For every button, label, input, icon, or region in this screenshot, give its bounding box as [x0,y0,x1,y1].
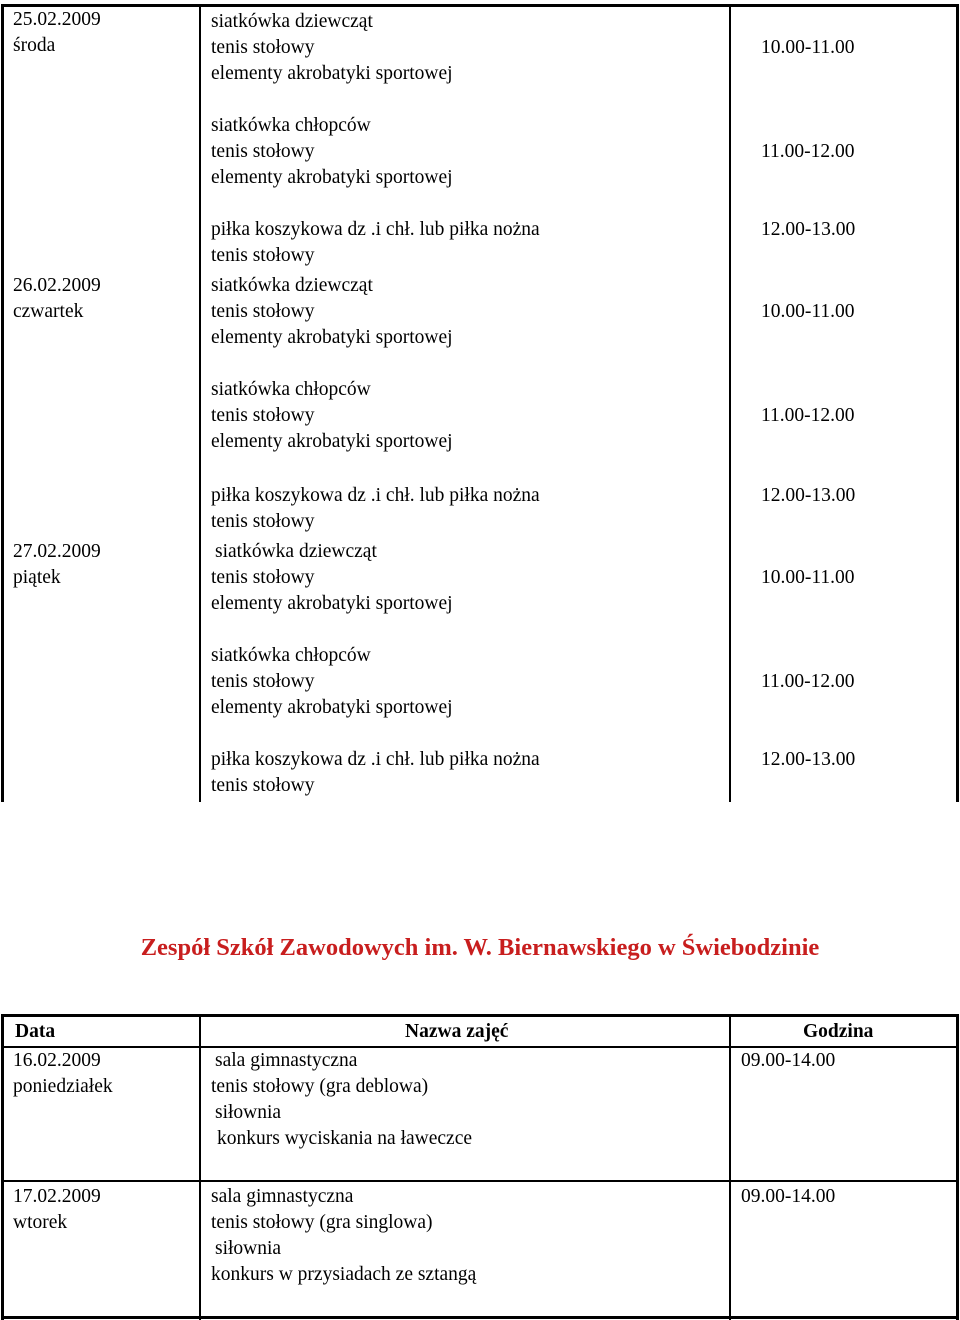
activity-line: elementy akrobatyki sportowej [211,697,453,718]
activity-line: tenis stołowy [211,37,315,58]
activity-line: tenis stołowy [211,245,315,266]
table1-right-border [956,4,959,802]
table1-top-border [1,4,959,7]
activity-line: tenis stołowy [211,567,315,588]
activity-line: siatkówka dziewcząt [215,541,377,562]
column-header-time: Godzina [803,1021,874,1042]
activity-line: konkurs w przysiadach ze sztangą [211,1264,477,1285]
activity-line: elementy akrobatyki sportowej [211,327,453,348]
table2-col-divider-1 [199,1014,201,1320]
time-slot: 12.00-13.00 [761,749,856,770]
time-slot: 12.00-13.00 [761,485,856,506]
activity-line: siatkówka dziewcząt [211,275,373,296]
activity-line: tenis stołowy [211,671,315,692]
activity-line: siłownia [215,1238,282,1259]
table2-left-border [1,1014,4,1320]
activity-line: tenis stołowy [211,775,315,796]
time-slot: 11.00-12.00 [761,141,855,162]
activity-line: elementy akrobatyki sportowej [211,593,453,614]
time-slot: 10.00-11.00 [761,301,855,322]
time-slot: 10.00-11.00 [761,37,855,58]
table1-col-divider-1 [199,4,201,802]
table2-right-border [956,1014,959,1320]
table2-bottom-border [1,1316,959,1319]
activity-line: siatkówka chłopców [211,379,371,400]
activity-line: tenis stołowy [211,405,315,426]
activity-line: siatkówka chłopców [211,645,371,666]
column-header-date: Data [15,1021,56,1042]
activity-line: elementy akrobatyki sportowej [211,167,453,188]
activity-line: elementy akrobatyki sportowej [211,431,453,452]
activity-line: tenis stołowy (gra deblowa) [211,1076,429,1097]
activity-line: siłownia [215,1102,282,1123]
activity-line: piłka koszykowa dz .i chł. lub piłka nożna [211,219,540,240]
activity-line: konkurs wyciskania na ławeczce [217,1128,473,1149]
table1-left-border [1,4,4,802]
day1-weekday: środa [13,35,56,56]
day3-date: 27.02.2009 [13,541,101,562]
day2-date: 26.02.2009 [13,275,101,296]
column-header-name: Nazwa zajęć [405,1021,509,1042]
activity-line: piłka koszykowa dz .i chł. lub piłka nożna [211,485,540,506]
time-slot: 11.00-12.00 [761,671,855,692]
day2-weekday: czwartek [13,301,84,322]
school-title: Zespół Szkół Zawodowych im. W. Biernawskiego w Świebodzinie [140,934,820,961]
activity-line: piłka koszykowa dz .i chł. lub piłka nożna [211,749,540,770]
table2-col-divider-2 [729,1014,731,1320]
activity-line: sala gimnastyczna [215,1050,358,1071]
activity-line: elementy akrobatyki sportowej [211,63,453,84]
row2-weekday: wtorek [13,1212,68,1233]
activity-line: tenis stołowy (gra singlowa) [211,1212,433,1233]
day1-date: 25.02.2009 [13,9,101,30]
activity-line: tenis stołowy [211,301,315,322]
table1-col-divider-2 [729,4,731,802]
row2-date: 17.02.2009 [13,1186,101,1207]
activity-line: tenis stołowy [211,141,315,162]
day3-weekday: piątek [13,567,61,588]
time-slot: 10.00-11.00 [761,567,855,588]
row1-date: 16.02.2009 [13,1050,101,1071]
time-slot: 09.00-14.00 [741,1186,836,1207]
row1-weekday: poniedziałek [13,1076,113,1097]
activity-line: siatkówka dziewcząt [211,11,373,32]
activity-line: siatkówka chłopców [211,115,371,136]
activity-line: tenis stołowy [211,511,315,532]
table2-top-border [1,1014,959,1017]
time-slot: 11.00-12.00 [761,405,855,426]
time-slot: 12.00-13.00 [761,219,856,240]
time-slot: 09.00-14.00 [741,1050,836,1071]
activity-line: sala gimnastyczna [211,1186,354,1207]
table2-row-divider [1,1180,959,1182]
